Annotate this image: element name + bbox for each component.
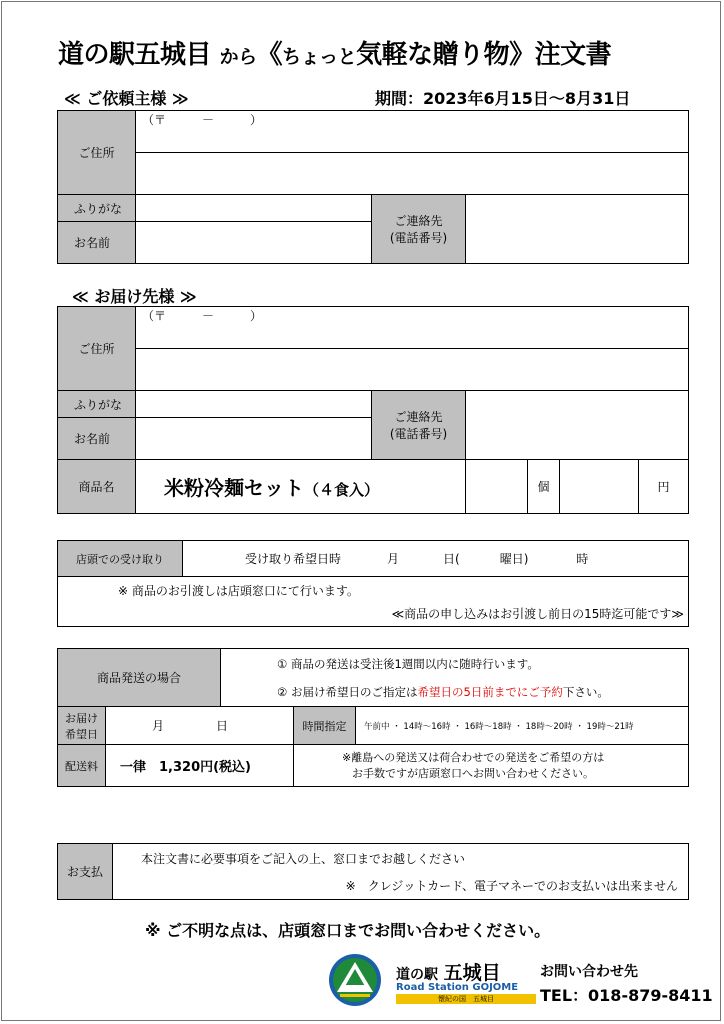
payment-note-1: 本注文書に必要事項をご記入の上、窓口までお越しください: [141, 851, 466, 866]
payment-table: [57, 843, 689, 900]
logo-tagline: 懐紀の国 五城目: [396, 994, 536, 1004]
shipping-note-1: ① 商品の発送は受注後1週間以内に随時行います。: [277, 656, 539, 671]
requester-table: [57, 110, 689, 264]
recipient-contact-label: ご連絡先 (電話番号): [372, 391, 466, 460]
unit-count-label: 個: [528, 460, 560, 514]
requester-address-field[interactable]: [136, 153, 689, 195]
shipping-note-2: ② お届け希望日のご指定は希望日の5日前までにご予約下さい。: [277, 684, 609, 699]
logo-emblem-icon: [326, 952, 386, 1007]
shipping-fee-label: 配送料: [58, 745, 106, 787]
payment-note-2: ※ クレジットカード、電子マネーでのお支払いは出来ません: [345, 878, 678, 893]
postal-template: （〒 － ）: [142, 309, 263, 323]
time-slot-label: 時間指定: [294, 707, 356, 745]
shipping-label: 商品発送の場合: [58, 649, 221, 707]
shipping-fee-value: 一律 1,320円(税込): [106, 745, 294, 787]
road-station-logo: [326, 952, 536, 1007]
recipient-name-field[interactable]: [136, 418, 372, 460]
pickup-notes: [58, 577, 689, 627]
pickup-note-1: ※ 商品のお引渡しは店頭窓口にて行います。: [118, 583, 359, 598]
product-name: 米粉冷麺セット（４食入）: [136, 460, 466, 514]
recipient-table: [57, 306, 689, 514]
pickup-month-unit: 月: [387, 552, 400, 566]
delivery-date-field[interactable]: [106, 707, 294, 745]
delivery-day-unit: 日: [216, 719, 229, 733]
requester-name-field[interactable]: [136, 222, 372, 264]
requester-phone-field[interactable]: [466, 195, 689, 264]
delivery-month-unit: 月: [152, 719, 165, 733]
inquiry-notice: ※ ご不明な点は、店頭窓口までお問い合わせください。: [145, 921, 551, 940]
recipient-furigana-label: ふりがな: [58, 391, 136, 418]
price-field[interactable]: [560, 460, 639, 514]
requester-postal-field[interactable]: [136, 111, 689, 153]
pickup-desired-label: 受け取り希望日時: [245, 552, 342, 566]
pickup-label: 店頭での受け取り: [58, 541, 183, 577]
recipient-name-label: お名前: [58, 418, 136, 460]
logo-wordmark: 道の駅 五城目: [396, 962, 501, 984]
delivery-date-label: お届け 希望日: [58, 707, 106, 745]
requester-contact-label: ご連絡先 (電話番号): [372, 195, 466, 264]
island-note: ※離島への発送又は荷合わせでの発送をご希望の方は お手数ですが店頭窓口へお問い合わせください。: [294, 745, 689, 787]
recipient-postal-field[interactable]: [136, 307, 689, 349]
form-title: 道の駅五城目 から《ちょっと気軽な贈り物》注文書: [58, 40, 612, 70]
recipient-address-label: ご住所: [58, 307, 136, 391]
requester-furigana-field[interactable]: [136, 195, 372, 222]
shipping-table: [57, 648, 689, 787]
payment-notes: [113, 844, 689, 900]
contact-title: お問い合わせ先: [540, 964, 638, 980]
requester-furigana-label: ふりがな: [58, 195, 136, 222]
quantity-field[interactable]: [466, 460, 528, 514]
recipient-heading: ≪ お届け先様 ≫: [72, 287, 197, 306]
period: 期間：2023年6月15日～8月31日: [375, 89, 631, 108]
recipient-furigana-field[interactable]: [136, 391, 372, 418]
recipient-address-field[interactable]: [136, 349, 689, 391]
payment-label: お支払: [58, 844, 113, 900]
postal-template: （〒 － ）: [142, 113, 263, 127]
pickup-weekday-unit: 曜日): [499, 552, 529, 566]
pickup-hour-unit: 時: [576, 552, 589, 566]
recipient-phone-field[interactable]: [466, 391, 689, 460]
product-label: 商品名: [58, 460, 136, 514]
contact-phone[interactable]: TEL：018-879-8411: [540, 986, 713, 1005]
unit-yen-label: 円: [639, 460, 689, 514]
time-slot-options[interactable]: 午前中 ・ 14時～16時 ・ 16時～18時 ・ 18時～20時 ・ 19時～21時: [356, 707, 689, 745]
pickup-datetime-field[interactable]: [183, 541, 689, 577]
requester-heading: ≪ ご依頼主様 ≫: [64, 89, 189, 108]
shipping-notes: [221, 649, 689, 707]
pickup-table: [57, 540, 689, 627]
pickup-note-2: ≪商品の申し込みはお引渡し前日の15時迄可能です≫: [391, 606, 684, 621]
logo-subtitle: Road Station GOJOME: [396, 982, 519, 993]
requester-name-label: お名前: [58, 222, 136, 264]
pickup-day-unit: 日(: [443, 552, 460, 566]
requester-address-label: ご住所: [58, 111, 136, 195]
